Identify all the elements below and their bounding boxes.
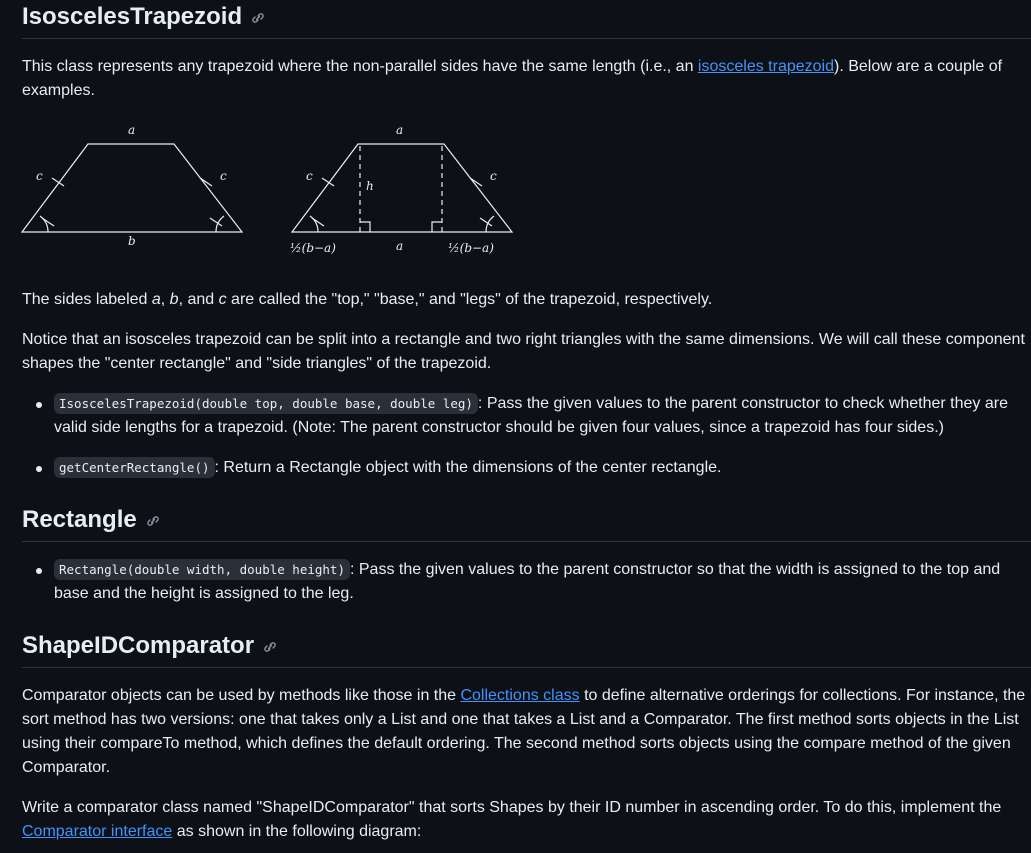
left-angle-arc: [310, 216, 318, 232]
method-description: : Pass the given values to the parent constructor to check whether they are valid side lengths for a trapezoid. (Note: The parent constructor should be given four values, since a trapezoid has four sides.): [54, 395, 1008, 436]
top-label: a: [128, 123, 136, 137]
trapezoid-diagram-1: [18, 118, 250, 250]
heading-divider: [22, 667, 1031, 668]
link-anchor-icon[interactable]: [145, 513, 161, 529]
intro-text-end: ). Below are a couple of examples.: [22, 58, 1003, 99]
heading-shape-id-comparator: [22, 631, 278, 661]
method-code: Rectangle(double width, double height): [54, 559, 350, 580]
comparator-text: Write a comparator class named "ShapeIDComparator" that sorts Shapes by their ID number in ascending order. To do this, implement the: [22, 799, 1002, 816]
side-c: c: [218, 291, 227, 308]
rect-methods-list: [22, 558, 1022, 606]
iso-methods-list: [22, 392, 1022, 480]
heading-text: ShapeIDComparator: [22, 632, 255, 659]
method-code: IsoscelesTrapezoid(double top, double base, double leg): [54, 393, 478, 414]
heading-rectangle: [22, 505, 161, 535]
left-right-angle: [360, 222, 370, 232]
heading-divider: [22, 541, 1031, 542]
isosceles-trapezoid-link[interactable]: isosceles trapezoid: [697, 58, 834, 75]
comparator-text: Comparator objects can be used by methods like those in the: [22, 687, 461, 704]
comparator-text-end: as shown in the following diagram:: [172, 823, 422, 840]
comparator-paragraph-1: [22, 684, 1031, 780]
notice-paragraph: Notice that an isosceles trapezoid can be split into a rectangle and two right triangles with the same dimensions. We will call these component shapes the "center rectangle" and "side triangles" of the trapezoid.: [22, 331, 1025, 372]
top-label: a: [396, 123, 404, 137]
heading-text: IsoscelesTrapezoid: [22, 3, 243, 30]
leg-left-label: c: [36, 169, 43, 183]
height-label: h: [366, 179, 374, 193]
bottom-right-label: ½(b−a): [448, 241, 494, 255]
bottom-mid-label: a: [396, 239, 404, 253]
leg-right-label: c: [490, 169, 497, 183]
sides-paragraph: [22, 288, 1031, 312]
sides-text: The sides labeled: [22, 291, 152, 308]
link-anchor-icon[interactable]: [262, 639, 278, 655]
left-angle-mark: [42, 218, 54, 226]
right-right-angle: [432, 222, 442, 232]
comparator-interface-link[interactable]: Comparator interface: [22, 823, 173, 840]
heading-isosceles-trapezoid: [22, 2, 266, 32]
left-angle-arc: [40, 216, 48, 232]
leg-right-label: c: [220, 169, 227, 183]
method-description: : Pass the given values to the parent constructor so that the width is assigned to the top and base and the height is assigned to the leg.: [54, 561, 1001, 602]
comparator-text-end: to define alternative orderings for collections. For instance, the sort method has two versions: one that takes only a List and one that takes a List and a Comparator. The first method sorts objects in the List using their compareTo method, which defines the default ordering. The second method sorts objects using the compare method of the given Comparator.: [22, 687, 1026, 776]
intro-paragraph: [22, 55, 1031, 103]
leg-left-label: c: [306, 169, 313, 183]
bottom-left-label: ½(b−a): [290, 241, 336, 255]
trapezoid-shape: [22, 144, 242, 232]
sides-sep: ,: [160, 291, 170, 308]
side-b: b: [169, 291, 179, 308]
heading-text: Rectangle: [22, 506, 137, 533]
method-code: getCenterRectangle(): [54, 457, 215, 478]
comparator-paragraph-2: [22, 796, 1031, 844]
intro-text: This class represents any trapezoid where the non-parallel sides have the same length (i.e., an: [22, 58, 698, 75]
left-angle-mark: [312, 218, 324, 226]
link-anchor-icon[interactable]: [250, 10, 266, 26]
list-item: [22, 456, 1022, 480]
list-item: [22, 558, 1022, 606]
sides-sep: , and: [178, 291, 219, 308]
method-description: : Return a Rectangle object with the dimensions of the center rectangle.: [214, 459, 722, 476]
list-item: [22, 392, 1022, 440]
collections-class-link[interactable]: Collections class: [460, 687, 580, 704]
sides-text-end: are called the "top," "base," and "legs" of the trapezoid, respectively.: [226, 291, 713, 308]
trapezoid-diagram-2: [288, 118, 520, 260]
trapezoid-shape: [292, 144, 512, 232]
heading-divider: [22, 38, 1031, 39]
side-a: a: [151, 291, 161, 308]
base-label: b: [128, 234, 136, 248]
